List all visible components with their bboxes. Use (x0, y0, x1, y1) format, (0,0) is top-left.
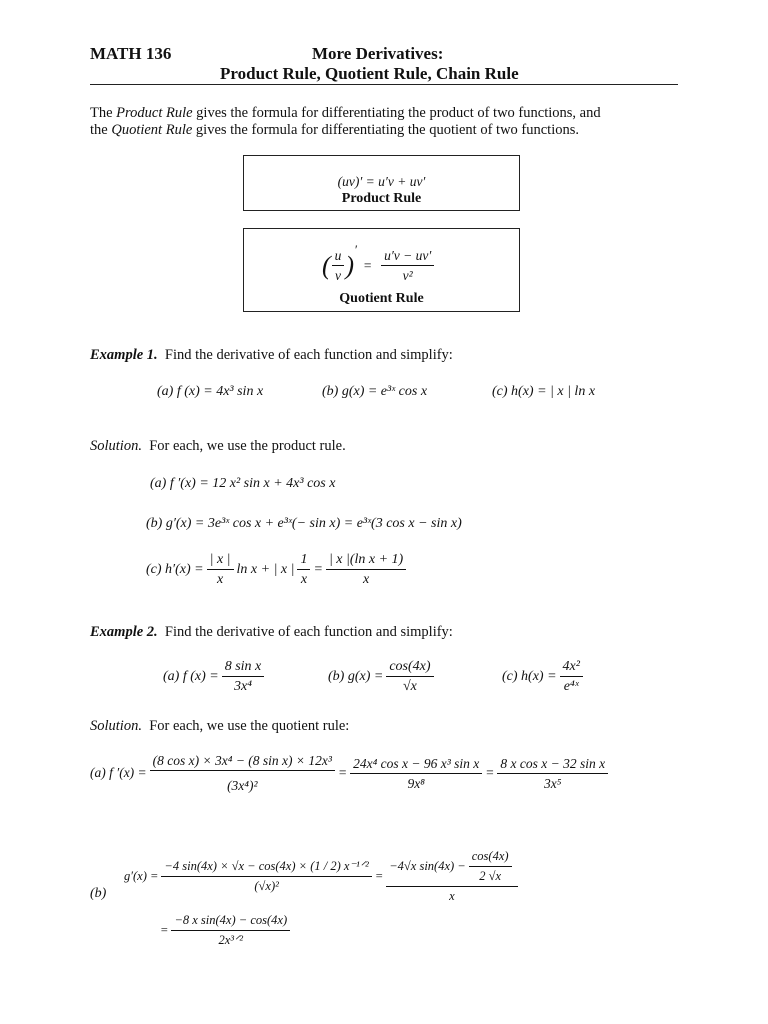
solution2-label: Solution. (90, 718, 142, 734)
product-rule-box (243, 155, 520, 211)
solution2-a-frac3 (497, 755, 608, 792)
solution2-a-equals2: = (485, 765, 495, 780)
solution1-c-frac3 (326, 551, 406, 588)
example2-c-fraction (560, 658, 583, 695)
solution2-b-label: (b) (90, 886, 107, 901)
quotient-rule-label: Quotient Rule (339, 291, 424, 306)
example2-label: Example 2. (90, 624, 158, 640)
solution1-text: For each, we use the product rule. (149, 438, 346, 454)
solution2-b-frac3-num: −8 x sin(4x) − cos(4x) (171, 912, 290, 931)
solution2-b-prefix: g′(x) = (124, 869, 159, 883)
solution2-b-inner-fraction (469, 848, 512, 885)
product-rule-label: Product Rule (341, 191, 422, 206)
example1-prompt: Find the derivative of each function and simplify: (164, 347, 453, 363)
solution1-heading (90, 436, 346, 456)
product-rule-formula: (uv)′ = u′v + uv′ (337, 174, 426, 189)
example2-b-den: √x (402, 679, 417, 694)
solution2-b-inner-den: 2 √x (479, 869, 502, 883)
example1-heading (90, 345, 453, 365)
solution2-a-frac3-den: 3x⁵ (544, 775, 562, 791)
solution2-b-inner-num: cos(4x) (469, 848, 512, 867)
header-divider (90, 84, 678, 85)
solution2-b-frac2-den: x (449, 889, 455, 903)
quotient-rule-formula (322, 241, 437, 284)
solution2-a-prefix: (a) f ′(x) = (90, 765, 147, 780)
solution2-b-frac3 (171, 912, 290, 949)
quotient-lhs-denominator: v (335, 268, 342, 283)
example2-c-num: 4x² (560, 658, 583, 677)
example1-a: (a) f (x) = 4x³ sin x (157, 384, 264, 399)
solution1-c-frac2-num: 1 (297, 551, 310, 570)
solution1-c-middle: ln x + | x | (236, 561, 295, 577)
solution2-a-equals1: = (337, 765, 348, 780)
quotient-rule-box (243, 228, 520, 312)
course-code: MATH 136 (90, 44, 172, 63)
solution2-b-frac2 (386, 848, 517, 905)
solution2-a-frac2-num: 24x⁴ cos x − 96 x³ sin x (350, 755, 482, 774)
solution1-c-frac1-num: | x | (207, 551, 234, 570)
solution1-c-equals: = (313, 561, 323, 577)
example2-b-fraction (386, 658, 433, 695)
solution1-c-frac2 (297, 551, 310, 588)
example2-c-den: e⁴ˣ (563, 679, 579, 694)
left-paren: ( (322, 250, 331, 280)
solution1-c-frac3-num: | x |(ln x + 1) (326, 551, 406, 570)
example2-b-num: cos(4x) (386, 658, 433, 677)
quotient-rhs-fraction (381, 247, 434, 284)
example2-b (328, 658, 437, 695)
example1-label: Example 1. (90, 347, 158, 363)
quotient-equals: = (362, 257, 373, 273)
solution2-a-frac1 (150, 752, 335, 794)
solution2-b-frac1-den: (√x)² (254, 879, 279, 893)
solution1-label: Solution. (90, 438, 142, 454)
intro-line-2 (90, 120, 579, 140)
example2-a-num: 8 sin x (222, 658, 265, 677)
quotient-rhs-denominator: v² (402, 268, 413, 283)
example2-a-fraction (222, 658, 265, 695)
example1-b: (b) g(x) = e³ˣ cos x (322, 384, 428, 399)
example1-c: (c) h(x) = | x | ln x (492, 384, 596, 399)
example2-b-prefix: (b) g(x) = (328, 668, 384, 684)
page-title-line2: Product Rule, Quotient Rule, Chain Rule (220, 64, 519, 83)
solution1-c-prefix: (c) h′(x) = (146, 561, 204, 577)
quotient-rhs-numerator: u′v − uv′ (381, 247, 434, 266)
quotient-lhs-fraction (332, 247, 345, 284)
solution1-c-frac1-den: x (216, 572, 224, 587)
example2-c (502, 658, 586, 695)
solution1-c (146, 551, 409, 588)
solution2-b-frac1-num: −4 sin(4x) × √x − cos(4x) × (1 / 2) x⁻¹ᐟ² (161, 858, 371, 877)
intro-line1-post: gives the formula for differentiating the product of two functions, and (192, 105, 601, 121)
solution2-b (124, 848, 521, 905)
intro-quotient-rule-term: Quotient Rule (111, 122, 193, 138)
quotient-lhs-numerator: u (332, 247, 345, 266)
solution2-b-frac2-num (386, 848, 517, 887)
solution1-c-frac3-den: x (362, 572, 370, 587)
solution2-a-frac1-num: (8 cos x) × 3x⁴ − (8 sin x) × 12x³ (150, 752, 335, 771)
solution1-a: (a) f ′(x) = 12 x² sin x + 4x³ cos x (150, 476, 336, 491)
solution2-a-frac2 (350, 755, 482, 792)
solution2-b-frac3-den: 2x³ᐟ² (218, 933, 244, 947)
solution2-text: For each, we use the quotient rule: (149, 718, 350, 734)
example2-c-prefix: (c) h(x) = (502, 668, 557, 684)
intro-line1-pre: The (90, 105, 117, 121)
page-title-line1: More Derivatives: (312, 44, 444, 63)
solution2-heading (90, 716, 349, 736)
solution1-c-frac1 (207, 551, 234, 588)
example2-prompt: Find the derivative of each function and simplify: (164, 624, 453, 640)
solution2-a-frac3-num: 8 x cos x − 32 sin x (497, 755, 608, 774)
solution2-b-frac1 (161, 858, 371, 895)
solution2-a-frac2-den: 9x⁸ (407, 775, 425, 791)
solution2-b-frac2-num-text: −4√x sin(4x) − (389, 859, 466, 873)
solution1-b: (b) g′(x) = 3e³ˣ cos x + e³ˣ(− sin x) = e³ˣ(3 cos x − sin x) (146, 516, 462, 531)
intro-product-rule-term: Product Rule (116, 105, 193, 121)
solution2-b-equals2: = (160, 923, 169, 937)
solution2-b-line2 (160, 912, 293, 949)
solution2-b-equals1: = (374, 869, 384, 883)
intro-line2-post: gives the formula for differentiating the quotient of two functions. (192, 122, 580, 138)
right-paren: ) (345, 250, 355, 280)
intro-line2-pre: the (90, 122, 112, 138)
example2-a (163, 658, 267, 695)
solution1-c-frac2-den: x (300, 572, 308, 587)
example2-a-den: 3x⁴ (233, 679, 253, 694)
solution2-a-frac1-den: (3x⁴)² (227, 778, 258, 793)
solution2-a (90, 752, 611, 794)
example2-a-prefix: (a) f (x) = (163, 668, 219, 684)
quotient-prime: ′ (354, 241, 357, 257)
example2-heading (90, 622, 453, 642)
